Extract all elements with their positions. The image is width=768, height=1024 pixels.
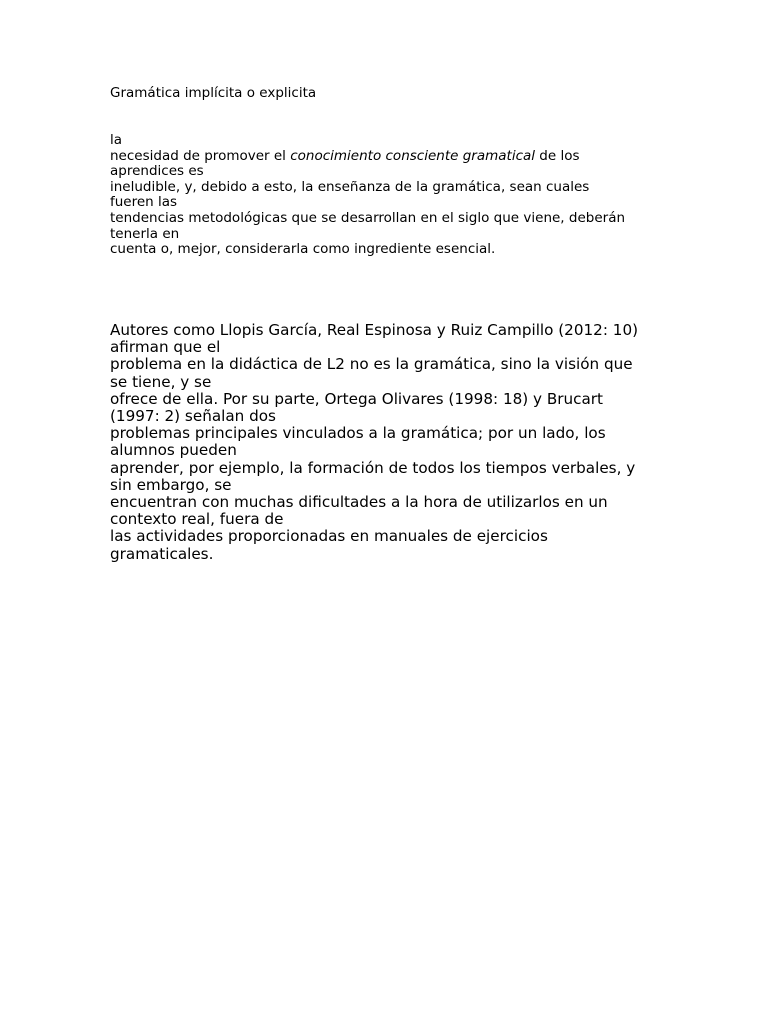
paragraph-line: cuenta o, mejor, considerarla como ingrediente esencial. — [110, 241, 496, 258]
paragraph-line: gramaticales. — [110, 544, 214, 563]
paragraph-line: afirman que el — [110, 338, 221, 357]
document-title: Gramática implícita o explicita — [110, 85, 317, 101]
paragraph-text: de los — [535, 147, 580, 164]
paragraph-line: (1997: 2) señalan dos — [110, 407, 276, 426]
paragraph-line: ineludible, y, debido a esto, la enseñanza de la gramática, sean cuales — [110, 178, 590, 195]
paragraph-line — [110, 149, 670, 165]
paragraph-line: Autores como Llopis García, Real Espinosa y Ruiz Campillo (2012: 10) — [110, 321, 639, 339]
paragraph-line: las actividades proporcionadas en manuales de ejercicios — [110, 527, 548, 546]
paragraph-grammar-necessity — [110, 133, 670, 258]
paragraph-line: se tiene, y se — [110, 372, 212, 391]
paragraph-text: necesidad de promover el — [110, 147, 291, 164]
paragraph-line: ofrece de ella. Por su parte, Ortega Olivares (1998: 18) y Brucart — [110, 389, 603, 408]
paragraph-line: problemas principales vinculados a la gramática; por un lado, los — [110, 424, 606, 443]
paragraph-line: aprendices es — [110, 163, 204, 180]
paragraph-line: fueren las — [110, 194, 178, 211]
paragraph-line: la — [110, 132, 123, 148]
paragraph-line: tendencias metodológicas que se desarrollan en el siglo que viene, deberán — [110, 209, 626, 226]
paragraph-line: alumnos pueden — [110, 441, 237, 460]
paragraph-line: sin embargo, se — [110, 475, 232, 494]
paragraph-line: encuentran con muchas dificultades a la hora de utilizarlos en un — [110, 493, 608, 512]
paragraph-line: tenerla en — [110, 225, 180, 242]
paragraph-authors — [110, 322, 670, 563]
paragraph-line: contexto real, fuera de — [110, 510, 284, 529]
paragraph-line: problema en la didáctica de L2 no es la gramática, sino la visión que — [110, 355, 633, 374]
paragraph-line: aprender, por ejemplo, la formación de todos los tiempos verbales, y — [110, 458, 636, 477]
italic-term: conocimiento consciente gramatical — [290, 147, 536, 164]
